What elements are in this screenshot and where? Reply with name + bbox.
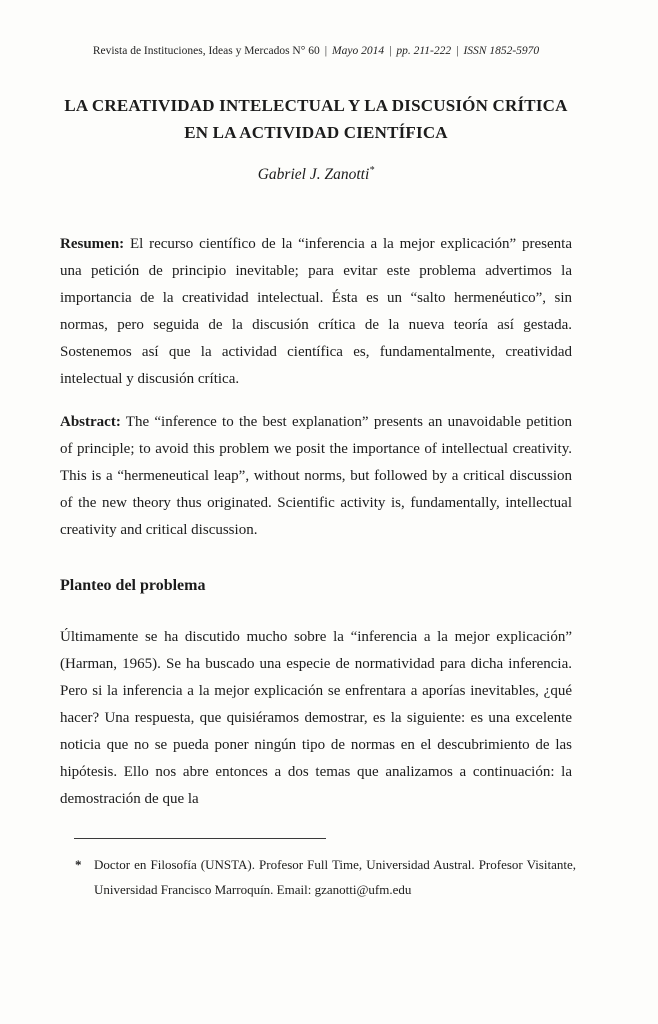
separator: | [324, 45, 328, 57]
author-name: Gabriel J. Zanotti [257, 166, 370, 183]
section-heading: Planteo del problema [60, 577, 206, 594]
article-title-line-2: EN LA ACTIVIDAD CIENTÍFICA [184, 123, 448, 142]
journal-header [60, 44, 572, 58]
resumen-label: Resumen: [60, 236, 125, 252]
abstract-paragraph [60, 409, 572, 544]
issue-date: Mayo 2014 [332, 45, 385, 57]
author-footnote-marker: * [369, 164, 375, 176]
body-paragraph: Últimamente se ha discutido mucho sobre la “inferencia a la mejor explicación” (Harman, 1965). Se ha buscado una especie de normatividad para dicha inferencia. Pero si la inferencia a la mejor explicación se enfrentara a aporías inevitables, ¿qué hacer? Una respuesta, que quisiéramos demostrar, es la siguiente: es una excelente noticia que no se pueda poner ningún tipo de normas en el descubrimiento de las hipótesis. Ello nos abre entonces a dos temas que analizamos a continuación: la demostración de que la [60, 629, 572, 807]
footnote-block [74, 838, 576, 902]
issn: ISSN 1852-5970 [463, 45, 540, 57]
resumen-paragraph [60, 231, 572, 393]
article-title [60, 92, 572, 146]
separator: | [389, 45, 392, 57]
page-range: pp. 211-222 [396, 45, 452, 57]
separator: | [456, 45, 459, 57]
footnote-marker: * [75, 857, 82, 872]
abstract-label: Abstract: [60, 414, 121, 430]
footnote [74, 852, 576, 902]
footnote-text: Doctor en Filosofía (UNSTA). Profesor Full Time, Universidad Austral. Profesor Visitante, Universidad Francisco Marroquín. Email: gzanotti@ufm.edu [94, 857, 576, 897]
resumen-text: El recurso científico de la “inferencia a la mejor explicación” presenta una petición de principio inevitable; para evitar este problema advertimos la importancia de la creatividad intelectual. Ésta es un “salto hermenéutico”, sin normas, pero seguida de la discusión crítica de la nueva teoría así gestada. Sostenemos así que la actividad científica es, fundamentalmente, creatividad intelectual y discusión crítica. [60, 236, 572, 387]
author-line [60, 165, 572, 185]
footnote-divider [74, 838, 326, 839]
journal-name: Revista de Instituciones, Ideas y Mercados N° 60 [92, 45, 320, 57]
article-title-line-1: LA CREATIVIDAD INTELECTUAL Y LA DISCUSIÓN CRÍTICA [64, 96, 568, 115]
abstract-text: The “inference to the best explanation” presents an unavoidable petition of principle; to avoid this problem we posit the importance of intellectual creativity. This is a “hermeneutical leap”, without norms, but followed by a critical discussion of the new theory thus originated. Scientific activity is, fundamentally, intellectual creativity and critical discussion. [60, 414, 572, 538]
